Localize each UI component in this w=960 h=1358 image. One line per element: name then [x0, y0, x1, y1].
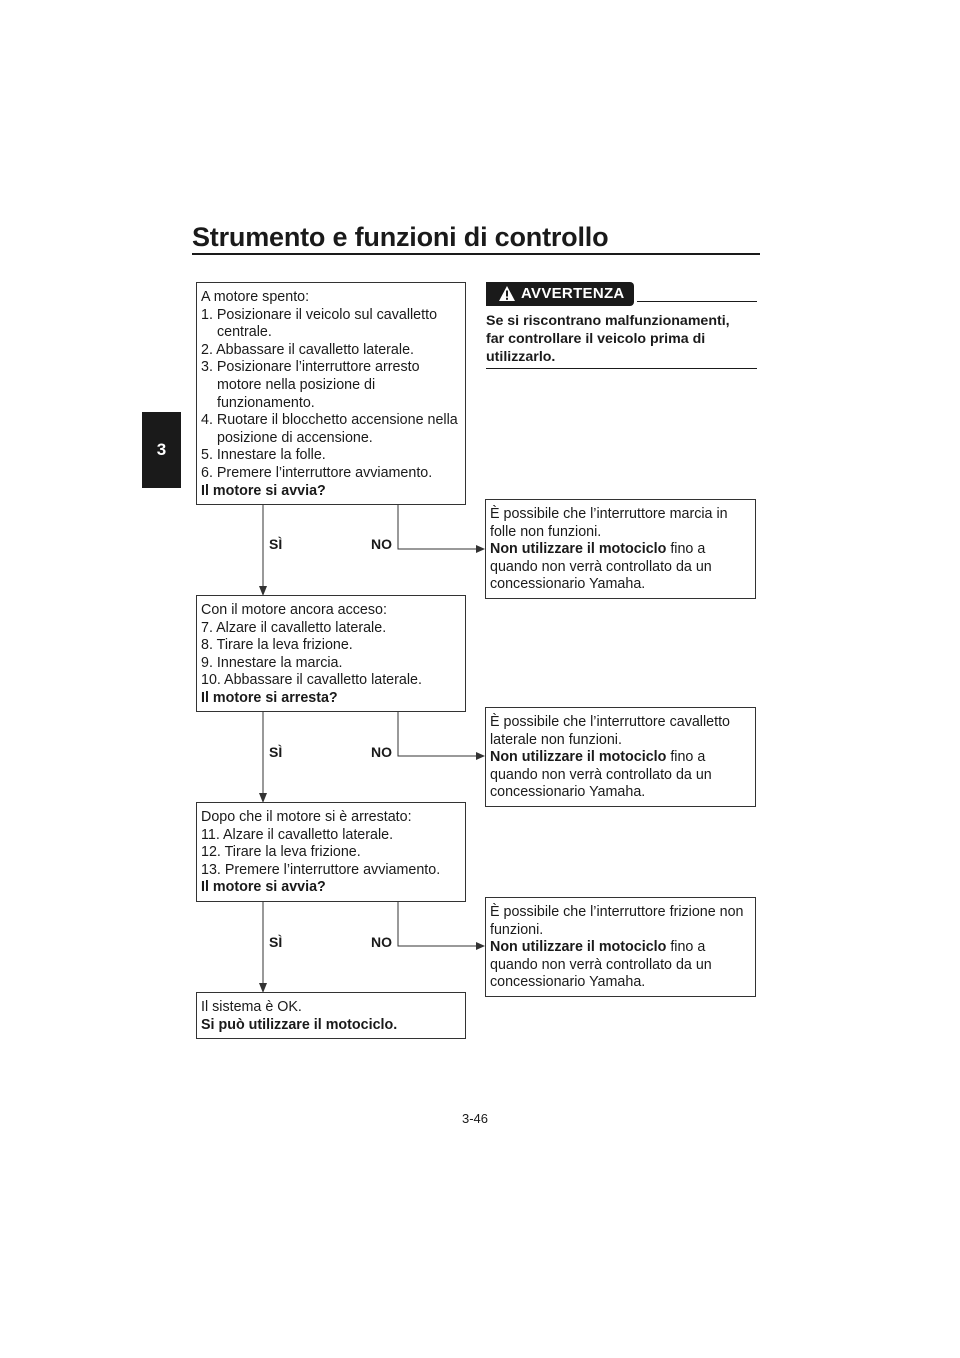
- page-number: 3-46: [462, 1111, 489, 1126]
- outcome-text: fino a: [666, 749, 706, 766]
- no-label-1: NO: [371, 536, 392, 552]
- step-text: 2. Abbassare il cavalletto laterale.: [201, 341, 414, 358]
- step-text: 10. Abbassare il cavalletto laterale.: [201, 672, 422, 689]
- warning-line: utilizzarlo.: [486, 349, 556, 365]
- step-text: 5. Innestare la folle.: [201, 447, 326, 464]
- no-outcome-1: [485, 499, 756, 599]
- arrow-right-icon: [476, 545, 485, 553]
- warning-line: far controllare il veicolo prima di: [486, 331, 706, 347]
- step-text: 9. Innestare la marcia.: [201, 654, 343, 671]
- step-text: 8. Tirare la leva frizione.: [201, 637, 353, 654]
- step-text: 7. Alzare il cavalletto laterale.: [201, 619, 387, 636]
- outcome-text: quando non verrà controllato da un: [490, 766, 712, 783]
- yes-label-2: SÌ: [269, 744, 283, 760]
- outcome-text: concessionario Yamaha.: [490, 576, 646, 593]
- step-text: A motore spento:: [201, 289, 310, 305]
- outcome-bold: Non utilizzare il motociclo: [490, 939, 667, 956]
- step-text: 11. Alzare il cavalletto laterale.: [201, 826, 394, 843]
- outcome-text: fino a: [666, 939, 706, 956]
- no-outcome-3: [485, 897, 756, 997]
- arrow-right-icon: [476, 752, 485, 760]
- flow-step-1: [196, 282, 466, 505]
- yes-label-1: SÌ: [269, 536, 283, 552]
- step-text: 13. Premere l’interruttore avviamento.: [201, 861, 441, 878]
- outcome-bold: Non utilizzare il motociclo: [490, 749, 667, 766]
- step-question: Il motore si arresta?: [201, 689, 338, 706]
- step-text: 3. Posizionare l’interruttore arresto: [201, 359, 420, 376]
- outcome-text: È possibile che l’interruttore marcia in: [490, 506, 728, 522]
- no-connector-3: [398, 902, 478, 946]
- outcome-text: concessionario Yamaha.: [490, 974, 646, 991]
- step-text: Dopo che il motore si è arrestato:: [201, 809, 412, 825]
- outcome-text: quando non verrà controllato da un: [490, 558, 712, 575]
- result-bold-text: Si può utilizzare il motociclo.: [201, 1016, 398, 1033]
- outcome-text: concessionario Yamaha.: [490, 784, 646, 801]
- outcome-text: quando non verrà controllato da un: [490, 956, 712, 973]
- step-text: motore nella posizione di: [217, 376, 376, 393]
- step-text: 6. Premere l’interruttore avviamento.: [201, 464, 433, 481]
- outcome-text: È possibile che l’interruttore cavalletto: [490, 714, 730, 730]
- outcome-bold: Non utilizzare il motociclo: [490, 541, 667, 558]
- no-outcome-2: [485, 707, 756, 807]
- result-text: Il sistema è OK.: [201, 999, 302, 1015]
- outcome-text: fino a: [666, 541, 706, 558]
- step-text: 1. Posizionare il veicolo sul cavalletto: [201, 306, 438, 323]
- no-connector-2: [398, 712, 478, 756]
- outcome-text: folle non funzioni.: [490, 523, 602, 540]
- no-connector-1: [398, 505, 478, 549]
- yes-label-3: SÌ: [269, 934, 283, 950]
- page-title: Strumento e funzioni di controllo: [192, 222, 609, 252]
- step-text: centrale.: [217, 324, 272, 341]
- flow-step-3: [196, 802, 466, 902]
- step-text: Con il motore ancora acceso:: [201, 602, 387, 618]
- arrow-right-icon: [476, 942, 485, 950]
- step-text: posizione di accensione.: [217, 429, 373, 446]
- no-label-2: NO: [371, 744, 392, 760]
- step-text: 4. Ruotare il blocchetto accensione nella: [201, 412, 458, 429]
- outcome-text: È possibile che l’interruttore frizione non: [490, 904, 744, 920]
- outcome-text: funzioni.: [490, 921, 544, 938]
- flow-result-ok: [196, 992, 466, 1039]
- outcome-text: laterale non funzioni.: [490, 731, 622, 748]
- no-label-3: NO: [371, 934, 392, 950]
- warning-badge: [486, 282, 634, 306]
- step-text: funzionamento.: [217, 394, 315, 411]
- warning-bottom-rule: [486, 368, 757, 369]
- step-question: Il motore si avvia?: [201, 482, 326, 499]
- step-text: 12. Tirare la leva frizione.: [201, 844, 361, 861]
- chapter-tab: 3: [142, 412, 181, 488]
- warning-text: [486, 312, 756, 366]
- flow-step-2: [196, 595, 466, 712]
- warning-header-rule: [637, 301, 757, 302]
- warning-triangle-icon: [498, 285, 516, 302]
- warning-line: Se si riscontrano malfunzionamenti,: [486, 313, 730, 329]
- warning-label: AVVERTENZA: [521, 285, 625, 302]
- step-question: Il motore si avvia?: [201, 879, 326, 896]
